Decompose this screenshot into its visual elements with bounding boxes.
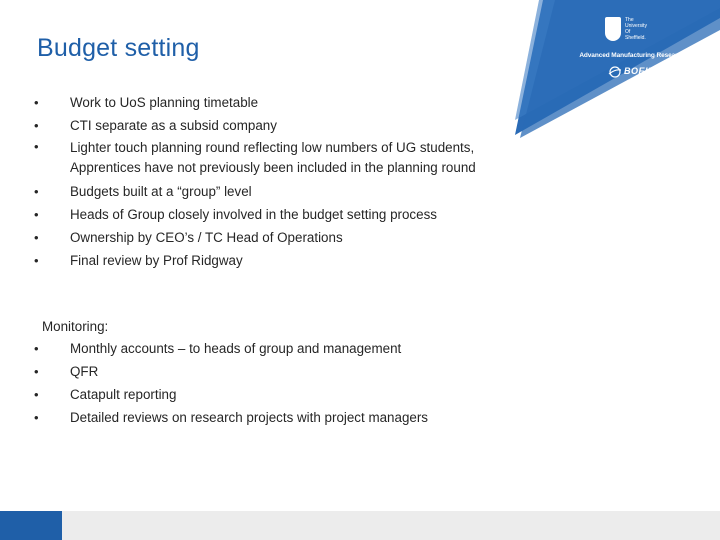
list-item: • Catapult reporting [70, 383, 500, 406]
monitoring-bullet-list [34, 337, 500, 429]
bullet-icon: • [34, 364, 39, 379]
slide-title: Budget setting [37, 34, 200, 62]
amrc-logo-text: Advanced Manufacturing Research Centre [579, 52, 707, 59]
bullet-icon: • [34, 207, 39, 222]
bullet-icon: • [34, 184, 39, 199]
bullet-icon: • [34, 95, 39, 110]
list-item: • Work to UoS planning timetable [70, 91, 490, 114]
list-item: • CTI separate as a subsid company [70, 114, 490, 137]
main-bullet-list [34, 91, 490, 272]
bullet-icon: • [34, 253, 39, 268]
boeing-wordmark: BOEING [624, 66, 663, 76]
bullet-icon: • [34, 387, 39, 402]
list-item: • Heads of Group closely involved in the budget setting process [70, 203, 490, 226]
logo-panel [578, 15, 708, 83]
boeing-logo [608, 65, 672, 79]
university-logo [605, 15, 655, 45]
list-item: • QFR [70, 360, 500, 383]
university-name: The University Of Sheffield. [625, 17, 647, 41]
boeing-symbol-icon [608, 66, 622, 78]
bullet-icon: • [34, 230, 39, 245]
bullet-icon: • [34, 118, 39, 133]
monitoring-heading: Monitoring: [42, 319, 109, 334]
list-item: • Ownership by CEO’s / TC Head of Operations [70, 226, 490, 249]
list-item: • Detailed reviews on research projects with project managers [70, 406, 500, 429]
list-item: • Final review by Prof Ridgway [70, 249, 490, 272]
bullet-icon: • [34, 139, 39, 154]
bullet-icon: • [34, 410, 39, 425]
list-item: • Monthly accounts – to heads of group and management [70, 337, 500, 360]
footer-bar [0, 511, 720, 540]
list-item: • Lighter touch planning round reflecting low numbers of UG students, Apprentices have not previously been included in the planning round [34, 139, 476, 175]
university-crest-icon [605, 17, 621, 41]
footer-accent [0, 511, 62, 540]
bullet-icon: • [34, 341, 39, 356]
list-item: • Budgets built at a “group” level [70, 180, 490, 203]
